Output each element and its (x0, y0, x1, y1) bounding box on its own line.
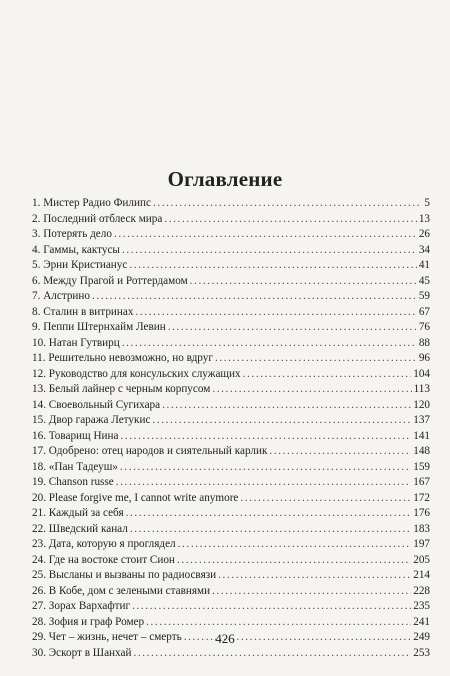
toc-leader-dots (215, 351, 417, 367)
toc-leader-dots (212, 584, 411, 600)
toc-entry (32, 351, 430, 367)
toc-entry-title: 25. Высланы и вызваны по радиосвязи (32, 569, 217, 581)
toc-leader-dots (130, 522, 411, 538)
toc-entry (32, 506, 430, 522)
toc-entry-page: 88 (418, 336, 430, 349)
toc-entry-title: 29. Чет – жизнь, нечет – смерть (32, 631, 182, 643)
page-title: Оглавление (167, 167, 283, 192)
toc-entry-page: 167 (413, 476, 430, 488)
toc-entry-page: 235 (413, 600, 430, 612)
toc-entry (32, 553, 430, 569)
toc-entry-title: 5. Эрни Кристианус (32, 259, 128, 271)
toc-entry (32, 320, 430, 336)
toc-entry-title: 2. Последний отблеск мира (32, 212, 163, 225)
toc-entry-page: 120 (413, 398, 430, 411)
toc-leader-dots (162, 398, 411, 414)
toc-entry (32, 243, 430, 259)
toc-entry (32, 429, 430, 445)
toc-entry-page: 59 (418, 290, 430, 302)
toc-entry-page: 249 (413, 631, 430, 643)
toc-entry-page: 5 (424, 197, 430, 209)
toc-leader-dots (92, 289, 417, 305)
toc-entry-title: 7. Алстрино (32, 290, 91, 302)
toc-entry-page: 104 (413, 367, 430, 380)
toc-entry-title: 15. Двор гаража Летукис (32, 414, 151, 426)
toc-leader-dots (114, 227, 417, 243)
toc-entry-title: 17. Одобрено: отец народов и сиятельный карлик (32, 445, 268, 457)
toc-entry-page: 148 (413, 445, 430, 457)
toc-entry (32, 537, 430, 553)
toc-leader-dots (122, 336, 417, 352)
toc-leader-dots (190, 274, 417, 290)
toc-entry-page: 241 (413, 615, 430, 628)
page-number: 426 (215, 631, 235, 646)
toc-entry-page: 45 (418, 274, 430, 287)
toc-entry-title: 18. «Пан Тадеуш» (32, 460, 118, 473)
toc-entry-title: 24. Где на востоке стоит Сион (32, 553, 175, 566)
toc-entry (32, 568, 430, 584)
toc-entry (32, 258, 430, 274)
toc-entry (32, 599, 430, 615)
toc-leader-dots (243, 367, 412, 383)
toc-entry (32, 460, 430, 476)
toc-entry-page: 96 (418, 352, 430, 364)
toc-leader-dots (178, 537, 412, 553)
toc-entry-page: 13 (418, 212, 430, 225)
toc-entry (32, 196, 430, 212)
toc-leader-dots (146, 615, 411, 631)
toc-entry-page: 176 (413, 507, 430, 519)
table-of-contents (32, 196, 430, 661)
toc-entry-page: 214 (413, 569, 430, 581)
toc-leader-dots (120, 460, 411, 476)
toc-entry-title: 11. Решительно невозможно, но вдруг (32, 352, 213, 364)
toc-leader-dots (212, 382, 411, 398)
toc-leader-dots (168, 320, 417, 336)
toc-entry-title: 19. Chanson russe (32, 476, 114, 488)
toc-leader-dots (132, 599, 411, 615)
toc-entry-title: 8. Сталин в витринах (32, 305, 134, 318)
toc-entry-title: 16. Товарищ Нина (32, 429, 119, 442)
toc-leader-dots (240, 491, 411, 507)
toc-entry-page: 67 (418, 305, 430, 318)
toc-leader-dots (135, 305, 416, 321)
toc-entry-title: 14. Своевольный Сугихара (32, 398, 161, 411)
toc-entry-page: 183 (413, 522, 430, 535)
toc-entry-title: 12. Руководство для консульских служащих (32, 367, 241, 380)
toc-entry-page: 137 (413, 414, 430, 426)
toc-entry (32, 367, 430, 383)
toc-entry-title: 9. Пеппи Штернхайм Левин (32, 321, 166, 333)
toc-entry (32, 413, 430, 429)
toc-leader-dots (152, 413, 411, 429)
toc-leader-dots (122, 243, 417, 259)
toc-entry-title: 6. Между Прагой и Роттердамом (32, 274, 188, 287)
toc-entry (32, 491, 430, 507)
toc-entry-title: 21. Каждый за себя (32, 507, 124, 519)
toc-entry-page: 205 (413, 553, 430, 566)
toc-entry-title: 28. Зофия и граф Ромер (32, 615, 145, 628)
toc-leader-dots (269, 444, 411, 460)
toc-entry (32, 398, 430, 414)
toc-entry (32, 475, 430, 491)
toc-leader-dots (120, 429, 411, 445)
toc-entry-page: 228 (413, 584, 430, 597)
toc-entry-title: 23. Дата, которую я проглядел (32, 538, 176, 550)
toc-entry (32, 305, 430, 321)
toc-entry-title: 27. Зорах Вархафтиг (32, 600, 131, 612)
toc-leader-dots (164, 212, 416, 228)
toc-entry-title: 3. Потерять дело (32, 228, 112, 240)
toc-entry-page: 159 (413, 460, 430, 473)
toc-leader-dots (129, 258, 416, 274)
toc-entry-page: 26 (418, 228, 430, 240)
toc-leader-dots (153, 196, 422, 212)
toc-leader-dots (116, 475, 411, 491)
toc-leader-dots (218, 568, 411, 584)
toc-entry-title: 26. В Кобе, дом с зелеными ставнями (32, 584, 211, 597)
toc-entry-page: 41 (418, 259, 430, 271)
toc-entry (32, 289, 430, 305)
toc-leader-dots (177, 553, 411, 569)
toc-entry (32, 382, 430, 398)
toc-entry-page: 172 (413, 491, 430, 504)
toc-entry-page: 253 (413, 646, 430, 659)
toc-entry (32, 336, 430, 352)
toc-entry-title: 30. Эскорт в Шанхай (32, 646, 132, 659)
toc-entry (32, 274, 430, 290)
toc-entry-title: 1. Мистер Радио Филипс (32, 197, 151, 209)
toc-entry-page: 34 (418, 243, 430, 256)
toc-entry (32, 444, 430, 460)
toc-entry-page: 141 (413, 429, 430, 442)
toc-leader-dots (126, 506, 412, 522)
toc-entry (32, 212, 430, 228)
toc-entry-title: 20. Please forgive me, I cannot write anymore (32, 491, 239, 504)
toc-entry-title: 22. Шведский канал (32, 522, 128, 535)
toc-entry-page: 113 (413, 383, 430, 395)
toc-entry-title: 10. Натан Гутвирц (32, 336, 120, 349)
toc-entry-page: 76 (418, 321, 430, 333)
toc-entry (32, 522, 430, 538)
toc-entry (32, 615, 430, 631)
toc-entry-page: 197 (413, 538, 430, 550)
toc-entry (32, 584, 430, 600)
toc-entry-title: 4. Гаммы, кактусы (32, 243, 120, 256)
toc-entry (32, 227, 430, 243)
toc-entry-title: 13. Белый лайнер с черным корпусом (32, 383, 211, 395)
